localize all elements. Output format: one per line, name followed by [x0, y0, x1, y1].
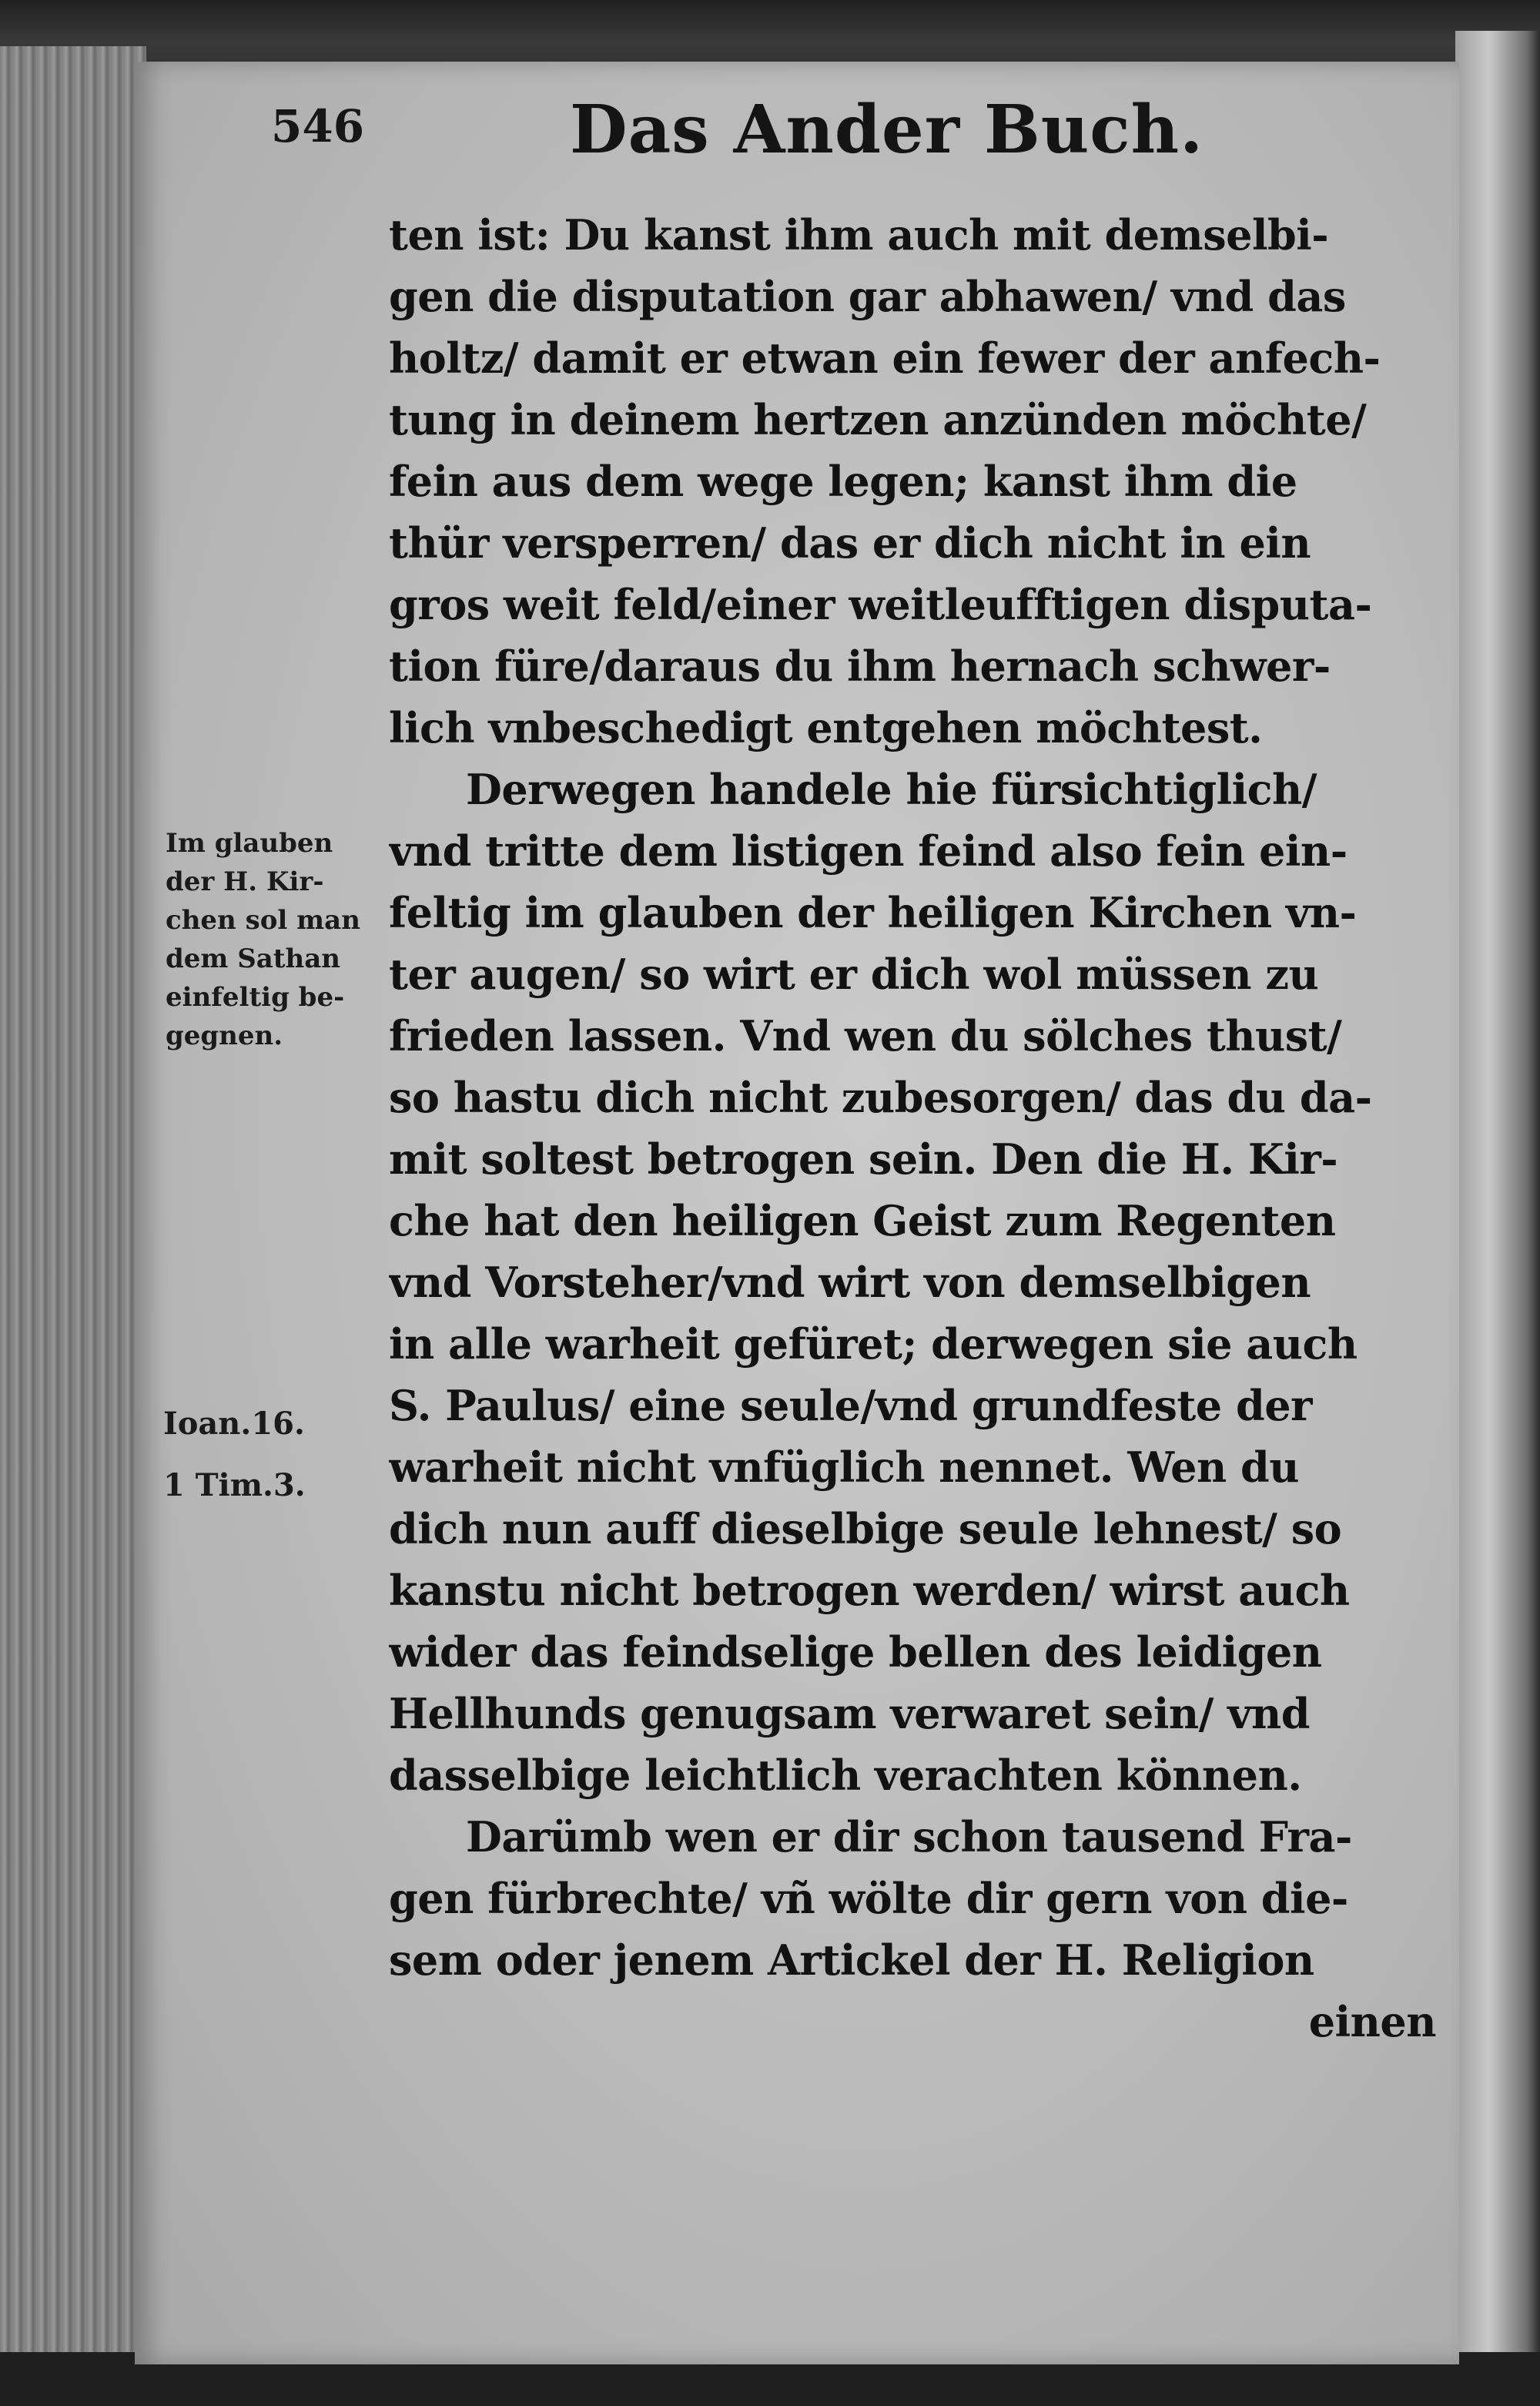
text-line: so hastu dich nicht zubesorgen/ das du da-: [389, 1073, 1372, 1122]
margin-note-line: Im glauben: [166, 828, 333, 859]
page-stack-left: [0, 46, 146, 2364]
text-line: gros weit feld/einer weitleufftigen disputa-: [389, 580, 1372, 629]
text-line: frieden lassen. Vnd wen du sölches thust/: [389, 1011, 1342, 1061]
text-line: wider das feindselige bellen des leidigen: [389, 1627, 1322, 1677]
text-line: feltig im glauben der heiligen Kirchen vn-: [389, 888, 1357, 937]
paragraph-start-line: Derwegen handele hie fürsichtiglich/: [466, 765, 1317, 814]
text-line: thür versperren/ das er dich nicht in ein: [389, 518, 1311, 568]
margin-note-line: chen sol man: [166, 905, 360, 936]
text-line: Hellhunds genugsam verwaret sein/ vnd: [389, 1689, 1311, 1738]
text-line: vnd tritte dem listigen feind also fein ein-: [389, 826, 1348, 876]
text-line: dich nun auff dieselbige seule lehnest/ so: [389, 1504, 1342, 1553]
margin-note-line: dem Sathan: [166, 943, 340, 974]
text-line: mit soltest betrogen sein. Den die H. Kir-: [389, 1134, 1338, 1184]
text-line: holtz/ damit er etwan ein fewer der anfech-: [389, 333, 1381, 383]
margin-note-line: der H. Kir-: [166, 866, 324, 897]
text-line: vnd Vorsteher/vnd wirt von demselbigen: [389, 1258, 1311, 1307]
margin-note-line: einfeltig be-: [166, 982, 345, 1013]
text-line: ten ist: Du kanst ihm auch mit demselbi-: [389, 210, 1329, 260]
text-line: S. Paulus/ eine seule/vnd grundfeste der: [389, 1381, 1313, 1430]
text-line: che hat den heiligen Geist zum Regenten: [389, 1196, 1336, 1245]
text-line: ter augen/ so wirt er dich wol müssen zu: [389, 950, 1319, 999]
margin-note: [166, 824, 373, 1055]
text-line: gen fürbrechte/ vñ wölte dir gern von die-: [389, 1874, 1348, 1923]
body-text: [389, 204, 1451, 2052]
reference-timothy: 1 Tim.3.: [163, 1467, 306, 1503]
reference-john: Ioan.16.: [163, 1406, 305, 1442]
catchword: einen: [1308, 1997, 1436, 2046]
text-line: gen die disputation gar abhawen/ vnd das: [389, 272, 1346, 321]
text-line: tion füre/daraus du ihm hernach schwer-: [389, 642, 1331, 691]
text-line: in alle warheit gefüret; derwegen sie auch: [389, 1319, 1358, 1369]
running-head: Das Ander Buch.: [570, 91, 1204, 169]
text-line: tung in deinem hertzen anzünden möchte/: [389, 395, 1367, 444]
margin-note-line: gegnen.: [166, 1020, 283, 1051]
text-line: warheit nicht vnfüglich nennet. Wen du: [389, 1443, 1300, 1492]
text-line: lich vnbeschedigt entgehen möchtest.: [389, 703, 1263, 752]
page-number: 546: [271, 100, 365, 152]
text-line: kanstu nicht betrogen werden/ wirst auch: [389, 1566, 1350, 1615]
page-stack-right: [1455, 31, 1540, 2372]
paragraph-start-line: Darümb wen er dir schon tausend Fra-: [466, 1812, 1352, 1861]
text-line: sem oder jenem Artickel der H. Religion: [389, 1935, 1314, 1985]
text-line: fein aus dem wege legen; kanst ihm die: [389, 457, 1297, 506]
text-line: dasselbige leichtlich verachten können.: [389, 1751, 1302, 1800]
